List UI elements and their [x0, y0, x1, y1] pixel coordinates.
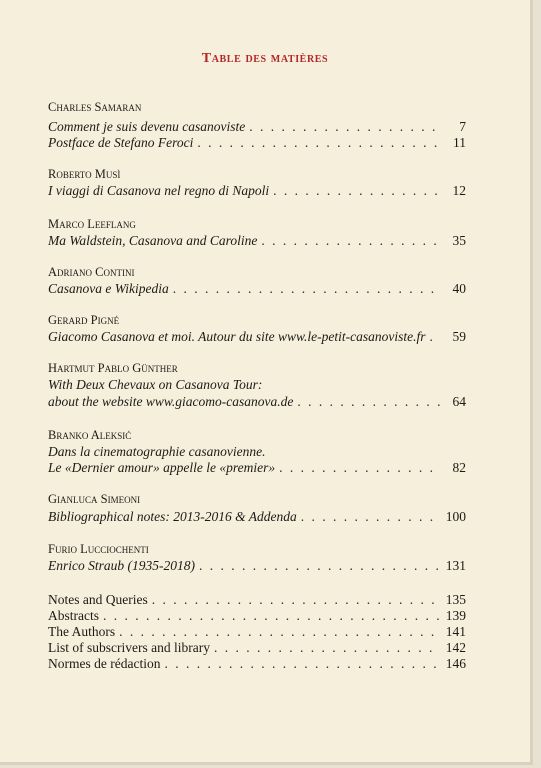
toc-entry-title: The Authors	[48, 624, 116, 639]
toc-entry-page: 35	[452, 233, 466, 248]
dot-leader	[429, 329, 440, 345]
toc-entry	[48, 394, 466, 410]
toc-entry-page: 64	[452, 394, 466, 409]
toc-entry-page: 82	[452, 460, 466, 475]
dot-leader	[261, 233, 440, 249]
toc-entry-title: Notes and Queries	[48, 592, 148, 607]
toc-entry	[48, 233, 466, 249]
toc-back-entry	[48, 640, 466, 656]
toc-entry-title: Normes de rédaction	[48, 656, 161, 671]
dot-leader	[297, 394, 440, 410]
dot-leader	[164, 656, 440, 672]
dot-leader	[197, 135, 440, 151]
dot-leader	[199, 558, 440, 574]
toc-entry	[48, 558, 466, 574]
toc-entry	[48, 509, 466, 525]
toc-entry-page: 11	[453, 135, 466, 150]
toc-entry-page: 59	[452, 329, 466, 344]
toc-author: Furio Lucciochenti	[48, 542, 149, 556]
toc-author: Charles Samaran	[48, 100, 142, 114]
toc-entry-page: 135	[445, 592, 466, 607]
toc-entry-title: I viaggi di Casanova nel regno di Napoli	[48, 183, 270, 198]
toc-author: Gerard Pigné	[48, 313, 120, 327]
page-title: Table des matières	[201, 51, 329, 66]
dot-leader	[279, 460, 440, 476]
toc-entry-title: Bibliographical notes: 2013-2016 & Addenda	[48, 509, 297, 524]
toc-entry-page: 100	[445, 509, 466, 524]
toc-entry	[48, 460, 466, 476]
toc-author: Gianluca Simeoni	[48, 492, 141, 506]
toc-entry-page: 139	[445, 608, 466, 623]
toc-back-entry	[48, 608, 466, 624]
toc-entry-title: Ma Waldstein, Casanova and Caroline	[48, 233, 258, 248]
dot-leader	[214, 640, 440, 656]
toc-entry-title: Giacomo Casanova et moi. Autour du site www.le-petit-casanoviste.fr	[48, 329, 426, 344]
toc-entry-title: Le «Dernier amour» appelle le «premier»	[48, 460, 276, 475]
dot-leader	[103, 608, 440, 624]
toc-back-entry	[48, 656, 466, 672]
dot-leader	[152, 592, 440, 608]
dot-leader	[173, 281, 440, 297]
toc-entry-title-line: Dans la cinematographie casanovienne.	[48, 444, 266, 459]
toc-entry-title: about the website www.giacomo-casanova.de	[48, 394, 294, 409]
toc-back-entry	[48, 624, 466, 640]
toc-author: Marco Leeflang	[48, 217, 136, 231]
toc-entry-page: 146	[445, 656, 466, 671]
dot-leader	[273, 183, 440, 199]
toc-entry	[48, 329, 466, 345]
toc-entry-title: Enrico Straub (1935-2018)	[48, 558, 195, 573]
toc-back-entry	[48, 592, 466, 608]
toc-entry-page: 142	[445, 640, 466, 655]
toc-author: Roberto Musì	[48, 167, 121, 181]
toc-entry-page: 40	[452, 281, 466, 296]
toc-entry-page: 7	[459, 119, 466, 134]
toc-entry-title: Postface de Stefano Feroci	[48, 135, 194, 150]
toc-entry-title: Casanova e Wikipedia	[48, 281, 169, 296]
toc-entry	[48, 281, 466, 297]
toc-entry-page: 141	[445, 624, 466, 639]
toc-entry	[48, 119, 466, 135]
toc-entry-page: 131	[445, 558, 466, 573]
toc-author: Hartmut Pablo Günther	[48, 361, 178, 375]
toc-entry-title: List of subscrivers and library	[48, 640, 210, 655]
toc-author: Adriano Contini	[48, 265, 135, 279]
toc-entry-title-line: With Deux Chevaux on Casanova Tour:	[48, 377, 263, 392]
toc-entry-title: Abstracts	[48, 608, 99, 623]
dot-leader	[119, 624, 440, 640]
toc-entry-title: Comment je suis devenu casanoviste	[48, 119, 246, 134]
toc-entry	[48, 135, 466, 151]
dot-leader	[249, 119, 440, 135]
dot-leader	[301, 509, 440, 525]
toc-author: Branko Aleksić	[48, 428, 132, 442]
toc-entry	[48, 183, 466, 199]
toc-entry-page: 12	[452, 183, 466, 198]
